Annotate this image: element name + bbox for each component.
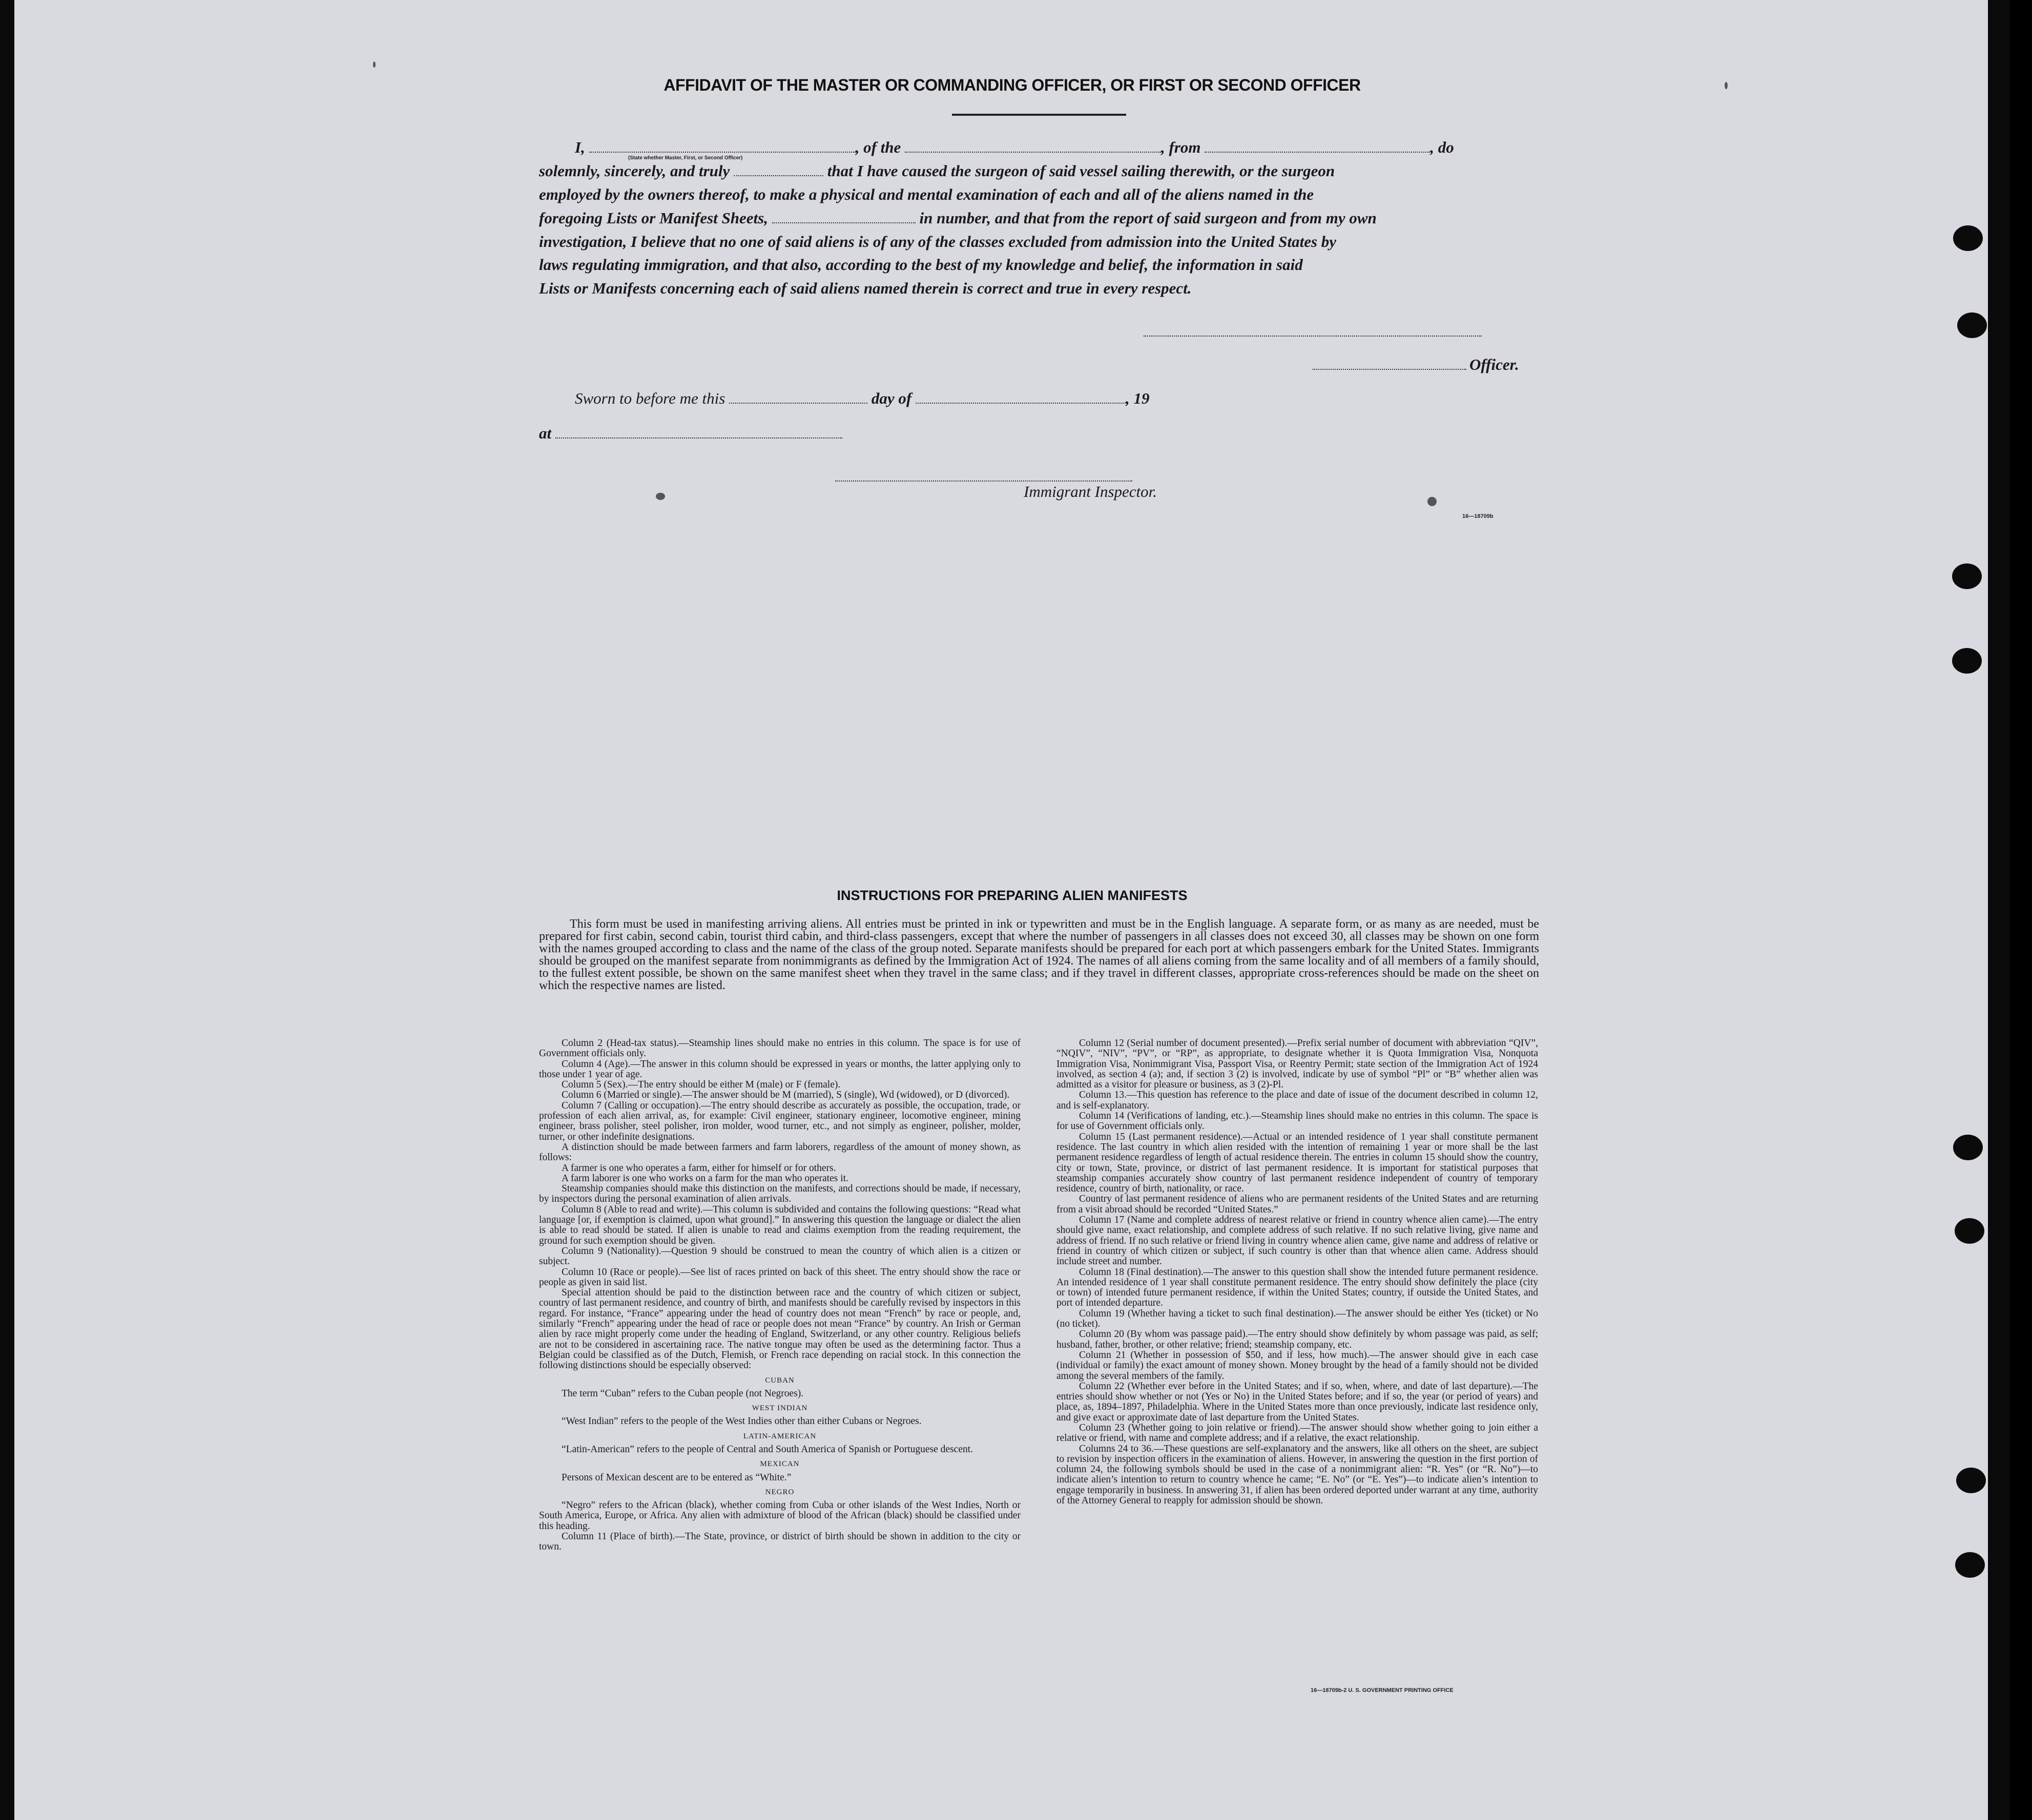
column-4-instruction: Column 4 (Age).—The answer in this column should be expressed in years or months, the latter applying only to those under 1 year of age.	[539, 1058, 1021, 1080]
binder-hole	[1953, 225, 1983, 251]
column-5-instruction: Column 5 (Sex).—The entry should be either M (male) or F (female).	[562, 1079, 841, 1091]
scan-mark	[1427, 497, 1437, 506]
column-15-instruction: Column 15 (Last permanent residence).—Actual or an intended residence of 1 year shall constitute permanent residence. The last country in which alien resided with the intention of remaining 1 year or more shall be the last permanent residence regardless of length of actual residence therein. The entries in column 15 should show the country, city or town, State, province, or district of last permanent residence. It is important for statistical purposes that steamship companies accurately show country of last permanent residence independent of country of temporary residence, country of birth, nationality, or race.	[1056, 1131, 1538, 1195]
inspector-signature-line[interactable]	[835, 480, 1132, 482]
column-8-instruction: Column 8 (Able to read and write).—This column is subdivided and contains the following questions: “Read what language [or, if exemption is claimed, upon what ground].” In answering this question the language or dialect the alien is able to read should be stated. If alien is unable to read and claims exemption from the reading requirement, the ground for such exemption should be given.	[539, 1204, 1021, 1246]
affidavit-title: AFFIDAVIT OF THE MASTER OR COMMANDING OFFICER, OR FIRST OR SECOND OFFICER	[663, 76, 1361, 94]
title-rule	[952, 114, 1126, 116]
form-code: 16—18709b	[1462, 513, 1494, 519]
binder-hole	[1952, 563, 1982, 589]
column-10-note: Special attention should be paid to the distinction between race and the country of which citizen or subject, country of last permanent residence, and country of birth, and manifests should be carefully revised by inspectors in this regard. For instance, “France” appearing under the head of country does not mean “French” by race or people, and, similarly “French” appearing under the head of race or people does not mean “France” by country. An Irish or German alien by race might properly come under the heading of England, Switzerland, or any other country. Religious beliefs are not to be considered in ascertaining race. The native tongue may often be used as the determining factor. Thus a Belgian could be classified as of the Dutch, Flemish, or French race depending on racial stock. In this connection the following distinctions should be especially observed:	[539, 1287, 1021, 1371]
binder-hole	[1955, 1552, 1985, 1578]
oath-type-field[interactable]	[734, 163, 823, 176]
section-heading: LATIN-AMERICAN	[743, 1432, 817, 1440]
column-6-instruction: Column 6 (Married or single).—The answer should be M (married), S (single), Wd (widowed), or D (divorced).	[562, 1090, 1010, 1101]
column-19-instruction: Column 19 (Whether having a ticket to such final destination).—The answer should be either Yes (ticket) or No (no ticket).	[1056, 1308, 1538, 1330]
column-7-instruction: Column 7 (Calling or occupation).—The entry should describe as accurately as possible, the occupation, trade, or profession of each alien arrival, as, for example: Civil engineer, stationary engineer, locomotive engineer, mining engineer, brass polisher, steel polisher, iron molder, wood turner, etc., and not simply as engineer, polisher, molder, turner, or other indefinite designations.	[539, 1100, 1021, 1142]
column-18-instruction: Column 18 (Final destination).—The answer to this question shall show the intended future permanent residence. An intended residence of 1 year shall constitute permanent residence. The entry should show definitely the place (city or town) of intended future permanent residence, if within the United States; country, if outside the United States, and port of intended departure.	[1056, 1266, 1538, 1309]
binder-hole	[1952, 648, 1982, 674]
binder-hole	[1957, 312, 1987, 338]
scan-border-right	[1988, 0, 2010, 1820]
affidavit-line-5: investigation, I believe that no one of said aliens is of any of the classes excluded from admission into the United States by	[539, 233, 1337, 250]
sworn-line: Sworn to before me this day of , 19	[575, 389, 1150, 407]
affidavit-line-6: laws regulating immigration, and that also, according to the best of my knowledge and belief, the information in said	[539, 256, 1303, 274]
instructions-intro: This form must be used in manifesting arriving aliens. All entries must be printed in ink or typewritten and must be in the English language. A separate form, or as many as are needed, must be prepared for first cabin, second cabin, tourist third cabin, and third-class passengers, except that where the number of passengers in all classes does not exceed 30, all classes may be shown on one form with the names grouped according to class and the name of the class of the group noted. Separate manifests should be prepared for each port at which passengers embark for the United States. Immigrants should be grouped on the manifest separate from nonimmigrants as defined by the Immigration Act of 1924. The names of all aliens coming from the same locality and of all members of a family should, to the fullest extent possible, be shown on the same manifest sheet when they travel in the same class; and if they travel in different classes, appropriate cross-references should be made on the sheet on which the respective names are listed.	[539, 917, 1539, 992]
section-heading: MEXICAN	[760, 1460, 800, 1469]
sheet-count-field[interactable]	[772, 210, 916, 223]
inspector-label: Immigrant Inspector.	[1024, 483, 1157, 500]
column-12-instruction: Column 12 (Serial number of document presented).—Prefix serial number of document with abbreviation “QIV”, “NQIV”, “NIV”, “PV”, or “RP”, as appropriate, to designate whether it is Quota Immigration Visa, Nonquota Immigration Visa, Nonimmigrant Visa, Passport Visa, or Reentry Permit; state section of the Immigration Act of 1924 involved, as section 4 (a); and, if section 3 (2) is involved, indicate by use of symbol “Pl” or “B” whether alien was admitted as a visitor for pleasure or business, as 3 (2)-Pl.	[1056, 1038, 1538, 1091]
mexican-definition: Persons of Mexican descent are to be entered as “White.”	[562, 1472, 792, 1483]
column-11-instruction: Column 11 (Place of birth).—The State, province, or district of birth should be shown in addition to the city or town.	[539, 1531, 1021, 1553]
column-2-instruction: Column 2 (Head-tax status).—Steamship lines should make no entries in this column. The space is for use of Government officials only.	[539, 1038, 1021, 1059]
column-10-instruction: Column 10 (Race or people).—See list of races printed on back of this sheet. The entry should show the race or people as given in said list.	[539, 1266, 1021, 1288]
officer-rank-field[interactable]	[589, 139, 856, 153]
affidavit-line-3: employed by the owners thereof, to make a physical and mental examination of each and all of the aliens named in the	[539, 185, 1314, 203]
west-indian-definition: “West Indian” refers to the people of the West Indies other than either Cubans or Negroes.	[562, 1416, 922, 1427]
column-15-note: Country of last permanent residence of aliens who are permanent residents of the United States and are returning from a visit abroad should be recorded “United States.”	[1056, 1194, 1538, 1215]
column-13-instruction: Column 13.—This question has reference to the place and date of issue of the document described in column 12, and is self-explanatory.	[1056, 1090, 1538, 1111]
column-20-instruction: Column 20 (By whom was passage paid).—The entry should show definitely by whom passage was paid, as self; husband, father, brother, or other relative; friend; steamship company, etc.	[1056, 1329, 1538, 1350]
column-9-instruction: Column 9 (Nationality).—Question 9 should be construed to mean the country of which alien is a citizen or subject.	[539, 1245, 1021, 1267]
scan-border-left	[0, 0, 14, 1820]
affidavit-line-1: I, , of the , from , do	[575, 138, 1454, 156]
scan-mark	[656, 493, 665, 500]
latin-american-definition: “Latin-American” refers to the people of Central and South America of Spanish or Portuguese descent.	[562, 1444, 973, 1455]
column-7-note: A farm laborer is one who works on a farm for the man who operates it.	[562, 1173, 848, 1184]
column-7-note: A farmer is one who operates a farm, either for himself or for others.	[562, 1162, 836, 1174]
instructions-left-column	[539, 1038, 1021, 1553]
instructions-title: INSTRUCTIONS FOR PREPARING ALIEN MANIFESTS	[837, 888, 1188, 903]
officer-label: Officer.	[1469, 355, 1519, 373]
section-heading: WEST INDIAN	[752, 1404, 808, 1413]
manifest-form-page	[14, 0, 2010, 1820]
printing-office-code: 16—18709b-2 U. S. GOVERNMENT PRINTING OFFICE	[1311, 1687, 1454, 1693]
departure-port-field[interactable]	[1205, 139, 1430, 153]
cuban-definition: The term “Cuban” refers to the Cuban people (not Negroes).	[562, 1388, 804, 1399]
binder-hole	[1956, 1468, 1986, 1493]
negro-definition: “Negro” refers to the African (black), whether coming from Cuba or other islands of the West Indies, North or South America, Europe, or Africa. Any alien with admixture of blood of the African (black) should be classified under this heading.	[539, 1500, 1021, 1532]
columns-24-36-instruction: Columns 24 to 36.—These questions are self-explanatory and the answers, like all others on the sheet, are subject to revision by inspection officers in the examination of aliens. However, in answering the question in the first portion of column 24, the following symbols should be used in the case of a nonimmigrant alien: “R. Yes” (or “R. No”)—to indicate alien’s intention to return to country whence he came; “E. No” (or “E. Yes”)—to indicate alien’s intention to engage temporarily in business. In answering 31, if alien has been ordered deported under warrant at any time, authority of the Attorney General to reapply for admission should be shown.	[1056, 1443, 1538, 1507]
instructions-right-column	[1056, 1038, 1538, 1506]
sworn-month-field[interactable]	[916, 390, 1126, 404]
sworn-day-field[interactable]	[729, 390, 867, 404]
affidavit-line-4: foregoing Lists or Manifest Sheets, in number, and that from the report of said surgeon and from my own	[539, 209, 1377, 227]
column-17-instruction: Column 17 (Name and complete address of nearest relative or friend in country whence alien came).—The entry should give name, exact relationship, and complete address of such relative. If no such relative living, give name and address of friend. If no such relative or friend living in country whence alien came, give name and address of relative or friend in country of which citizen or subject, if such country is other than that whence alien came. Address should include street and number.	[1056, 1215, 1538, 1267]
rank-hint: (State whether Master, First, or Second Officer)	[628, 155, 743, 161]
binder-hole	[1953, 1135, 1983, 1160]
at-line: at	[539, 424, 1533, 443]
column-14-instruction: Column 14 (Verifications of landing, etc.).—Steamship lines should make no entries in this column. The space is for use of Government officials only.	[1056, 1111, 1538, 1132]
vessel-name-field[interactable]	[905, 139, 1161, 153]
officer-signature-line[interactable]	[1144, 336, 1482, 337]
section-heading: NEGRO	[765, 1488, 795, 1496]
column-7-note: A distinction should be made between farmers and farm laborers, regardless of the amount of money shown, as follows:	[539, 1141, 1021, 1163]
column-22-instruction: Column 22 (Whether ever before in the United States; and if so, when, where, and date of last departure).—The entries should show whether or not (Yes or No) in the United States before; and if so, the year (or period of years) and place, as, 1894–1897, Philadelphia. Where in the United States more than once previously, indicate last residence only, and give exact or approximate date of last departure from the United States.	[1056, 1380, 1538, 1423]
column-7-note: Steamship companies should make this distinction on the manifests, and corrections should be made, if necessary, by inspectors during the personal examination of alien arrivals.	[539, 1183, 1021, 1205]
sworn-place-field[interactable]	[555, 425, 842, 438]
scan-mark	[373, 61, 376, 68]
section-heading: CUBAN	[765, 1376, 795, 1385]
affidavit-line-7: Lists or Manifests concerning each of said aliens named therein is correct and true in every respect.	[539, 279, 1192, 297]
affidavit-line-2: solemnly, sincerely, and truly that I have caused the surgeon of said vessel sailing therewith, or the surgeon	[539, 162, 1335, 180]
column-23-instruction: Column 23 (Whether going to join relative or friend).—The answer should show whether going to join either a relative or friend, with name and complete address; and if a relative, the exact relationship.	[1056, 1422, 1538, 1444]
officer-title-line[interactable]	[1313, 369, 1466, 370]
binder-hole	[1955, 1218, 1984, 1244]
column-21-instruction: Column 21 (Whether in possession of $50, and if less, how much).—The answer should give in each case (individual or family) the exact amount of money shown. Money brought by the head of a family should not be divided among the several members of the family.	[1056, 1349, 1538, 1382]
